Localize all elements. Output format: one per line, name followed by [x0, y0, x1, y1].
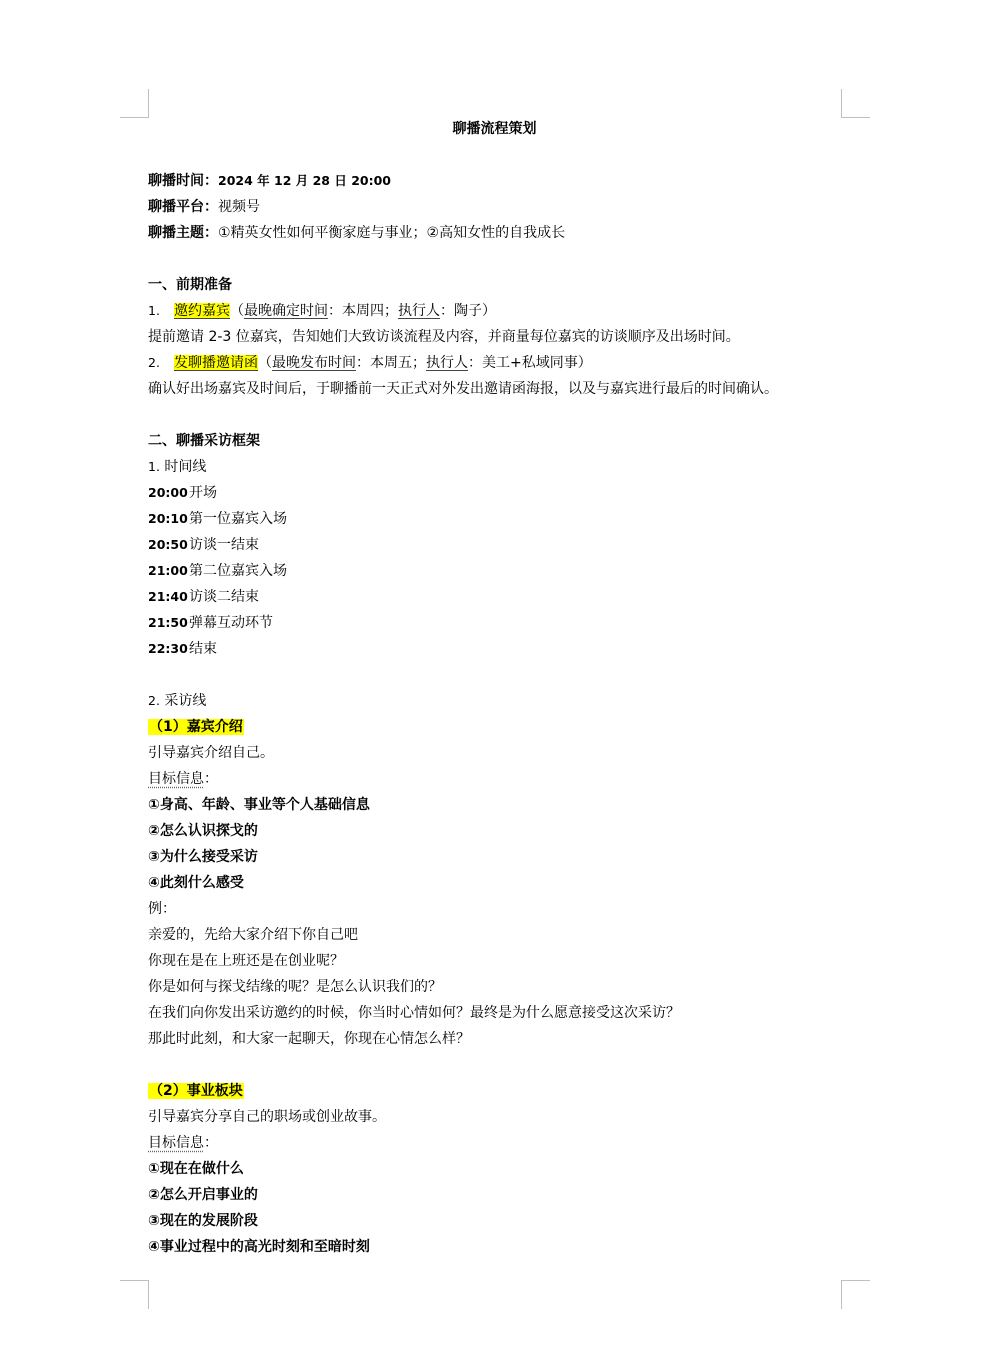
- timeline-event: 第二位嘉宾入场: [189, 563, 287, 579]
- target-item: ④此刻什么感受: [148, 875, 244, 891]
- target-item: ③现在的发展阶段: [148, 1213, 258, 1229]
- timeline-row: [148, 586, 848, 612]
- example-question: 亲爱的，先给大家介绍下你自己吧: [148, 927, 358, 943]
- target-colon: ：: [204, 771, 218, 787]
- info-theme-value: ①精英女性如何平衡家庭与事业；②高知女性的自我成长: [218, 225, 566, 241]
- timeline-event: 访谈一结束: [189, 537, 259, 553]
- part1-target-row: [148, 768, 848, 794]
- paren: （: [230, 303, 244, 319]
- target-label: 目标信息: [148, 771, 204, 787]
- prep-item-description: 确认好出场嘉宾及时间后，于聊播前一天正式对外发出邀请函海报，以及与嘉宾进行最后的时间确认。: [148, 381, 778, 397]
- info-platform-value: 视频号: [218, 199, 260, 215]
- timeline-row: [148, 638, 848, 664]
- target-item: ①现在在做什么: [148, 1161, 244, 1177]
- deadline-label: 最晚确定时间: [244, 303, 328, 319]
- timeline-row: [148, 560, 848, 586]
- interview-index: 2.: [148, 693, 160, 708]
- example-question: 在我们向你发出采访邀约的时候，你当时心情如何？最终是为什么愿意接受这次采访？: [148, 1005, 680, 1021]
- timeline-event: 访谈二结束: [189, 589, 259, 605]
- info-theme: [148, 222, 848, 248]
- target-colon: ：: [204, 1135, 218, 1151]
- timeline-time: 20:00: [148, 485, 188, 500]
- deadline-value: ：本周五；: [356, 355, 426, 371]
- page-corner-mark-bottom-left: [120, 1280, 149, 1309]
- prep-item-name: 发聊播邀请函: [174, 355, 258, 371]
- prep-item-name: 邀约嘉宾: [174, 303, 230, 319]
- timeline-label: 时间线: [164, 459, 207, 475]
- timeline-index: 1.: [148, 459, 160, 474]
- deadline-label: 最晚发布时间: [272, 355, 356, 371]
- part2-heading: （2）事业板块: [149, 1083, 243, 1099]
- section1-heading: 一、前期准备: [148, 277, 232, 293]
- executor-value: ：美工+私域同事）: [468, 355, 592, 371]
- example-question: 那此时此刻，和大家一起聊天，你现在心情怎么样？: [148, 1031, 470, 1047]
- timeline-time: 20:10: [148, 511, 188, 526]
- info-theme-label: 聊播主题：: [148, 225, 218, 241]
- timeline-time: 20:50: [148, 537, 188, 552]
- timeline-heading: [148, 456, 848, 482]
- timeline-row: [148, 612, 848, 638]
- target-item: ③为什么接受采访: [148, 849, 258, 865]
- executor-label: 执行人: [398, 303, 440, 319]
- timeline-time: 22:30: [148, 641, 188, 656]
- target-item: ②怎么开启事业的: [148, 1187, 258, 1203]
- info-platform-label: 聊播平台：: [148, 199, 218, 215]
- section2-heading: 二、聊播采访框架: [148, 433, 260, 449]
- timeline-time: 21:50: [148, 615, 188, 630]
- page-corner-mark-bottom-right: [841, 1280, 870, 1309]
- prep-item-invite: [148, 300, 848, 326]
- timeline-row: [148, 508, 848, 534]
- timeline-list: [148, 482, 848, 664]
- document-body: [148, 170, 848, 1262]
- example-question: 你是如何与探戈结缘的呢？是怎么认识我们的？: [148, 979, 442, 995]
- paren: （: [258, 355, 272, 371]
- timeline-time: 21:00: [148, 563, 188, 578]
- page-corner-mark-top-left: [120, 89, 149, 118]
- timeline-row: [148, 482, 848, 508]
- part1-intro: 引导嘉宾介绍自己。: [148, 745, 274, 761]
- document-title: 聊播流程策划: [452, 121, 537, 137]
- part2-heading-row: [148, 1080, 848, 1106]
- part2-target-row: [148, 1132, 848, 1158]
- prep-item-index: 2.: [148, 355, 160, 370]
- timeline-event: 第一位嘉宾入场: [189, 511, 287, 527]
- timeline-time: 21:40: [148, 589, 188, 604]
- part1-heading-row: [148, 716, 848, 742]
- example-label: 例：: [148, 901, 176, 917]
- timeline-row: [148, 534, 848, 560]
- page-corner-mark-top-right: [841, 89, 870, 118]
- part2-intro: 引导嘉宾分享自己的职场或创业故事。: [148, 1109, 386, 1125]
- prep-item-description: 提前邀请 2-3 位嘉宾，告知她们大致访谈流程及内容，并商量每位嘉宾的访谈顺序及出场时间。: [148, 329, 740, 345]
- interview-label: 采访线: [164, 693, 207, 709]
- executor-label: 执行人: [426, 355, 468, 371]
- timeline-event: 开场: [189, 485, 217, 501]
- part1-heading: （1）嘉宾介绍: [149, 719, 243, 735]
- interview-heading: [148, 690, 848, 716]
- timeline-event: 弹幕互动环节: [189, 615, 273, 631]
- deadline-value: ：本周四；: [328, 303, 398, 319]
- target-item: ①身高、年龄、事业等个人基础信息: [148, 797, 370, 813]
- timeline-event: 结束: [189, 641, 217, 657]
- prep-item-invitation-letter: [148, 352, 848, 378]
- target-item: ②怎么认识探戈的: [148, 823, 258, 839]
- info-time: [148, 170, 848, 196]
- info-time-label: 聊播时间：: [148, 173, 218, 189]
- executor-value: ：陶子）: [440, 303, 496, 319]
- info-time-value: 2024 年 12 月 28 日 20:00: [218, 173, 391, 188]
- prep-item-index: 1.: [148, 303, 160, 318]
- info-platform: [148, 196, 848, 222]
- target-label: 目标信息: [148, 1135, 204, 1151]
- example-question: 你现在是在上班还是在创业呢？: [148, 953, 344, 969]
- target-item: ④事业过程中的高光时刻和至暗时刻: [148, 1239, 370, 1255]
